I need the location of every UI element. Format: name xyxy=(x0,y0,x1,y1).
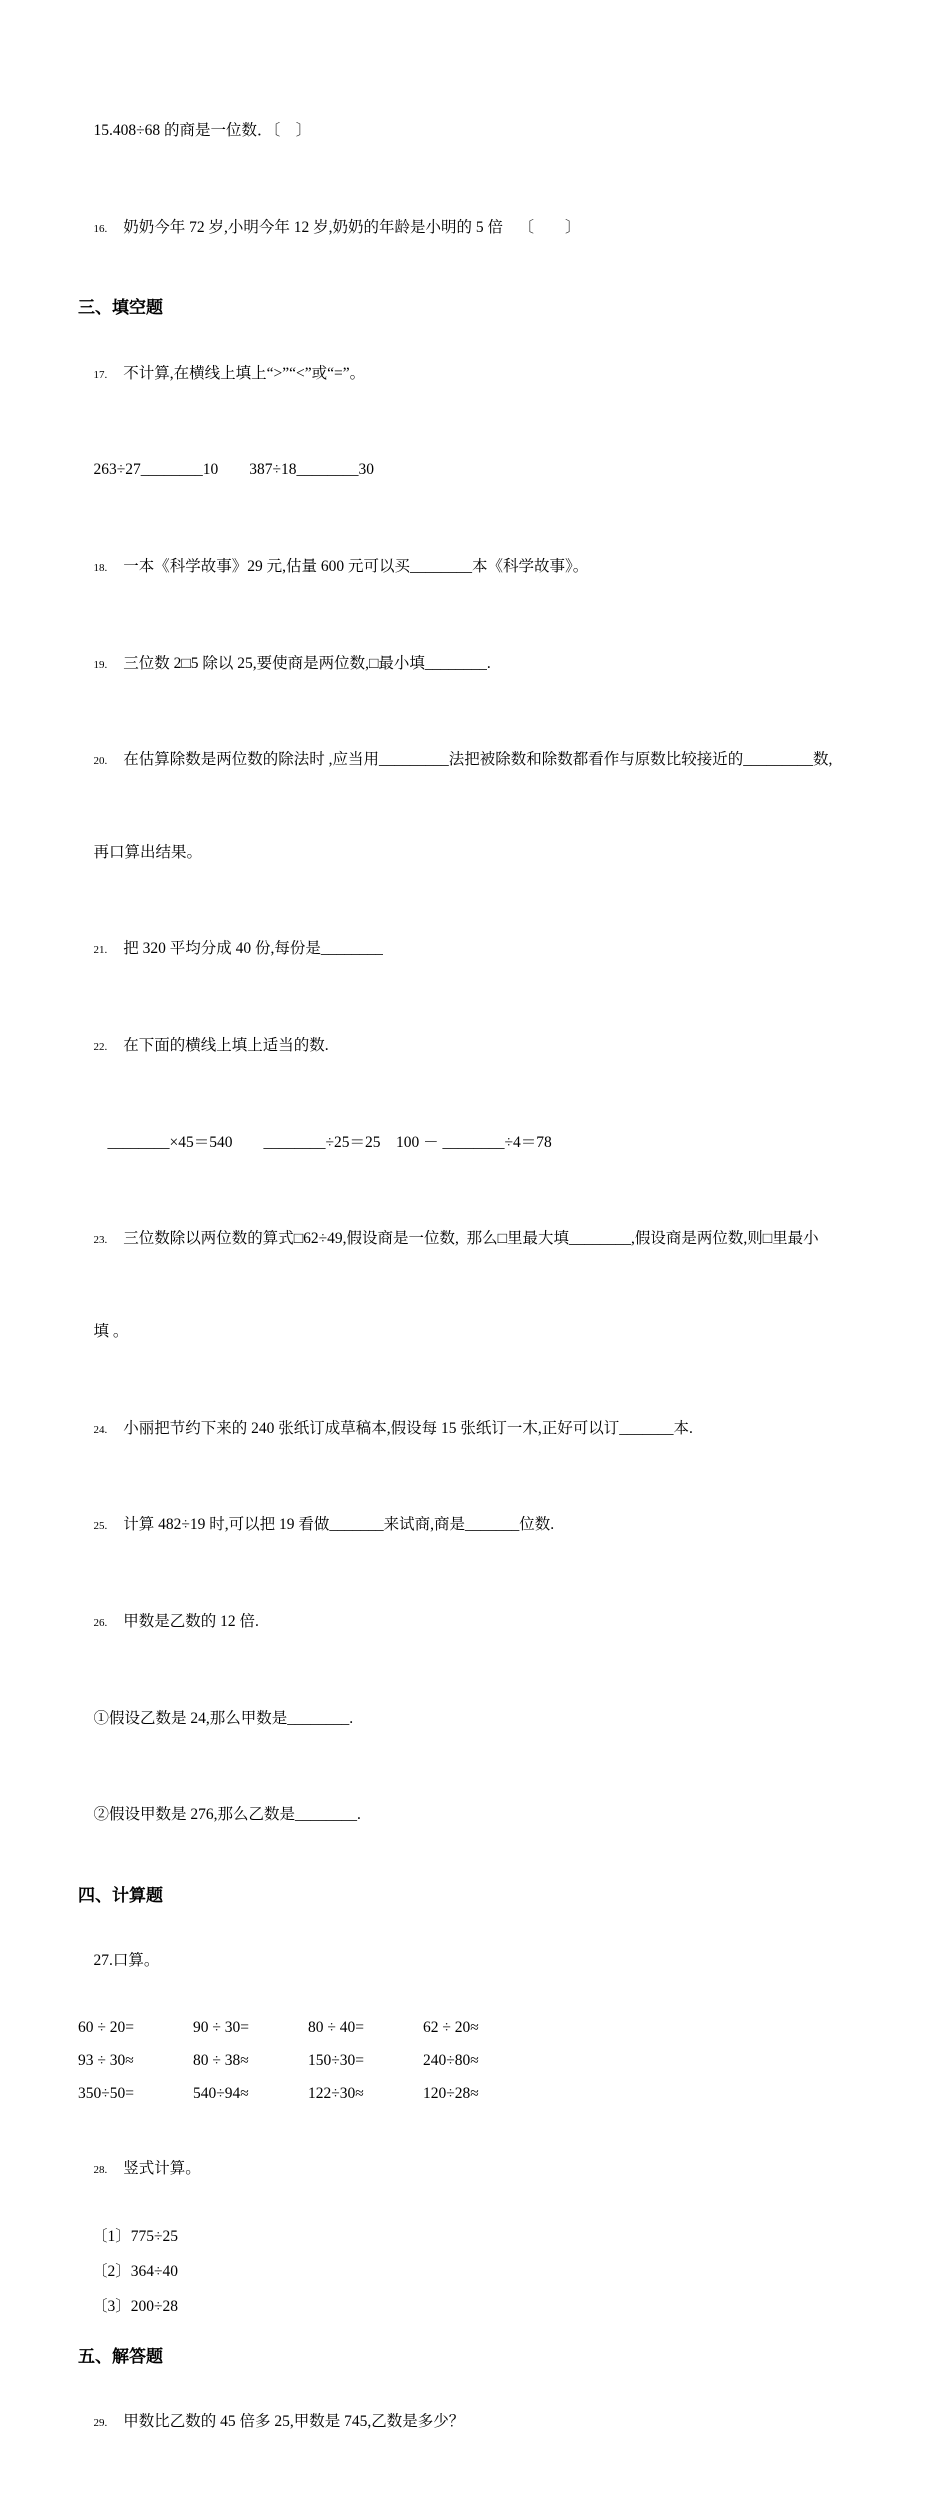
question-29-text: 甲数比乙数的 45 倍多 25,甲数是 745,乙数是多少？ xyxy=(123,2412,465,2430)
oral-calc-item: 540÷94≈ xyxy=(193,2084,249,2102)
question-21-text: 把 320 平均分成 40 份,每份是________ xyxy=(123,940,383,958)
question-24-text: 小丽把节约下来的 240 张纸订成草稿本,假设每 15 张纸订一木,正好可以订_______本. xyxy=(123,1419,693,1437)
question-20-text: 在估算除数是两位数的除法时 ,应当用_________法把被除数和除数都看作与原数比较接近的_________数, xyxy=(123,751,833,769)
question-26-part-2-text: ②假设甲数是 276,那么乙数是________. xyxy=(93,1806,361,1824)
question-21 xyxy=(78,904,872,995)
question-23 xyxy=(78,1194,872,1285)
question-23-line2 xyxy=(78,1287,872,1378)
question-28-item-1: 〔1〕775÷25 xyxy=(92,2227,179,2245)
question-15-text: 408÷68 的商是一位数．〔 〕 xyxy=(112,122,312,140)
question-16-text: 奶奶今年 72 岁,小明今年 12 岁,奶奶的年龄是小明的 5 倍 〔 〕 xyxy=(123,218,581,236)
question-23-text: 三位数除以两位数的算式□62÷49,假设商是一位数, 那么□里最大填________,假设商是两位数,则□里最小 xyxy=(123,1230,819,1248)
question-27-text: 口算。 xyxy=(112,1952,160,1970)
oral-calc-row-1 xyxy=(78,2012,872,2045)
question-22 xyxy=(78,1001,872,1092)
question-20-line2 xyxy=(78,808,872,899)
question-16 xyxy=(78,183,872,274)
question-26 xyxy=(78,1577,872,1668)
question-26-number: 26. xyxy=(93,1617,108,1630)
question-28-item-2: 〔2〕364÷40 xyxy=(92,2262,179,2280)
question-25 xyxy=(78,1480,872,1571)
question-18 xyxy=(78,522,872,613)
question-18-text: 一本《科学故事》29 元,估量 600 元可以买________本《科学故事》。 xyxy=(123,557,589,575)
section-heading-fill-in-blank: 三、填空题 xyxy=(78,298,163,318)
question-20-number: 20. xyxy=(93,755,108,768)
question-25-number: 25. xyxy=(93,1520,108,1533)
question-22-text: 在下面的横线上填上适当的数. xyxy=(123,1037,329,1055)
question-26-text: 甲数是乙数的 12 倍. xyxy=(123,1613,259,1631)
question-26-part-1-text: ①假设乙数是 24,那么甲数是________. xyxy=(93,1709,354,1727)
question-18-number: 18. xyxy=(93,561,108,574)
question-20-line2-text: 再口算出结果。 xyxy=(93,843,203,861)
oral-calc-row-2 xyxy=(78,2045,872,2078)
question-22-expressions-text: ________×45＝540 ________÷25＝25 100 － ________÷4＝78 xyxy=(107,1133,552,1151)
question-17 xyxy=(78,328,872,419)
question-17-text: 不计算,在横线上填上“>”“<”或“=”。 xyxy=(123,364,366,382)
question-27-number: 27. xyxy=(93,1952,113,1970)
question-28-number: 28. xyxy=(93,2164,108,2177)
oral-calc-item: 93 ÷ 30≈ xyxy=(78,2052,134,2070)
section-heading-answer: 五、解答题 xyxy=(78,2346,163,2366)
question-28 xyxy=(78,2124,872,2215)
question-19-text: 三位数 2□5 除以 25,要使商是两位数,□最小填________. xyxy=(123,654,491,672)
question-17-expressions xyxy=(78,425,872,516)
question-15-number: 15. xyxy=(93,122,113,140)
spacer xyxy=(78,2110,872,2124)
question-15 xyxy=(78,86,872,177)
question-26-part-1 xyxy=(78,1674,872,1765)
question-28-item-3: 〔3〕200÷28 xyxy=(92,2297,179,2315)
oral-calc-row-3 xyxy=(78,2078,872,2111)
question-19 xyxy=(78,618,872,709)
question-29-number: 29. xyxy=(93,2416,108,2429)
question-23-line2-text: 填 。 xyxy=(93,1323,129,1341)
oral-calc-item: 80 ÷ 38≈ xyxy=(193,2052,249,2070)
question-23-number: 23. xyxy=(93,1234,108,1247)
question-20 xyxy=(78,715,872,806)
oral-calc-item: 120÷28≈ xyxy=(423,2084,479,2102)
oral-calc-item: 350÷50= xyxy=(78,2084,134,2102)
question-19-number: 19. xyxy=(93,658,108,671)
oral-calc-item: 90 ÷ 30= xyxy=(193,2019,249,2037)
question-17-expressions-text: 263÷27________10 387÷18________30 xyxy=(93,461,375,479)
question-17-number: 17. xyxy=(93,368,108,381)
question-16-number: 16. xyxy=(93,222,108,235)
section-heading-calculation: 四、计算题 xyxy=(78,1885,163,1905)
question-22-expressions xyxy=(78,1098,872,1189)
question-29 xyxy=(78,2377,872,2468)
question-25-text: 计算 482÷19 时,可以把 19 看做_______来试商,商是_______位数. xyxy=(123,1516,555,1534)
question-21-number: 21. xyxy=(93,944,108,957)
oral-calc-item: 240÷80≈ xyxy=(423,2052,479,2070)
oral-calc-item: 150÷30= xyxy=(308,2052,364,2070)
question-27 xyxy=(78,1916,872,2007)
question-24 xyxy=(78,1384,872,1475)
question-26-part-2 xyxy=(78,1770,872,1861)
question-22-number: 22. xyxy=(93,1041,108,1054)
oral-calc-item: 60 ÷ 20= xyxy=(78,2019,134,2037)
question-28-text: 竖式计算。 xyxy=(123,2160,201,2178)
oral-calc-item: 62 ÷ 20≈ xyxy=(423,2019,479,2037)
oral-calc-item: 122÷30≈ xyxy=(308,2084,364,2102)
oral-calc-item: 80 ÷ 40= xyxy=(308,2019,364,2037)
question-24-number: 24. xyxy=(93,1423,108,1436)
